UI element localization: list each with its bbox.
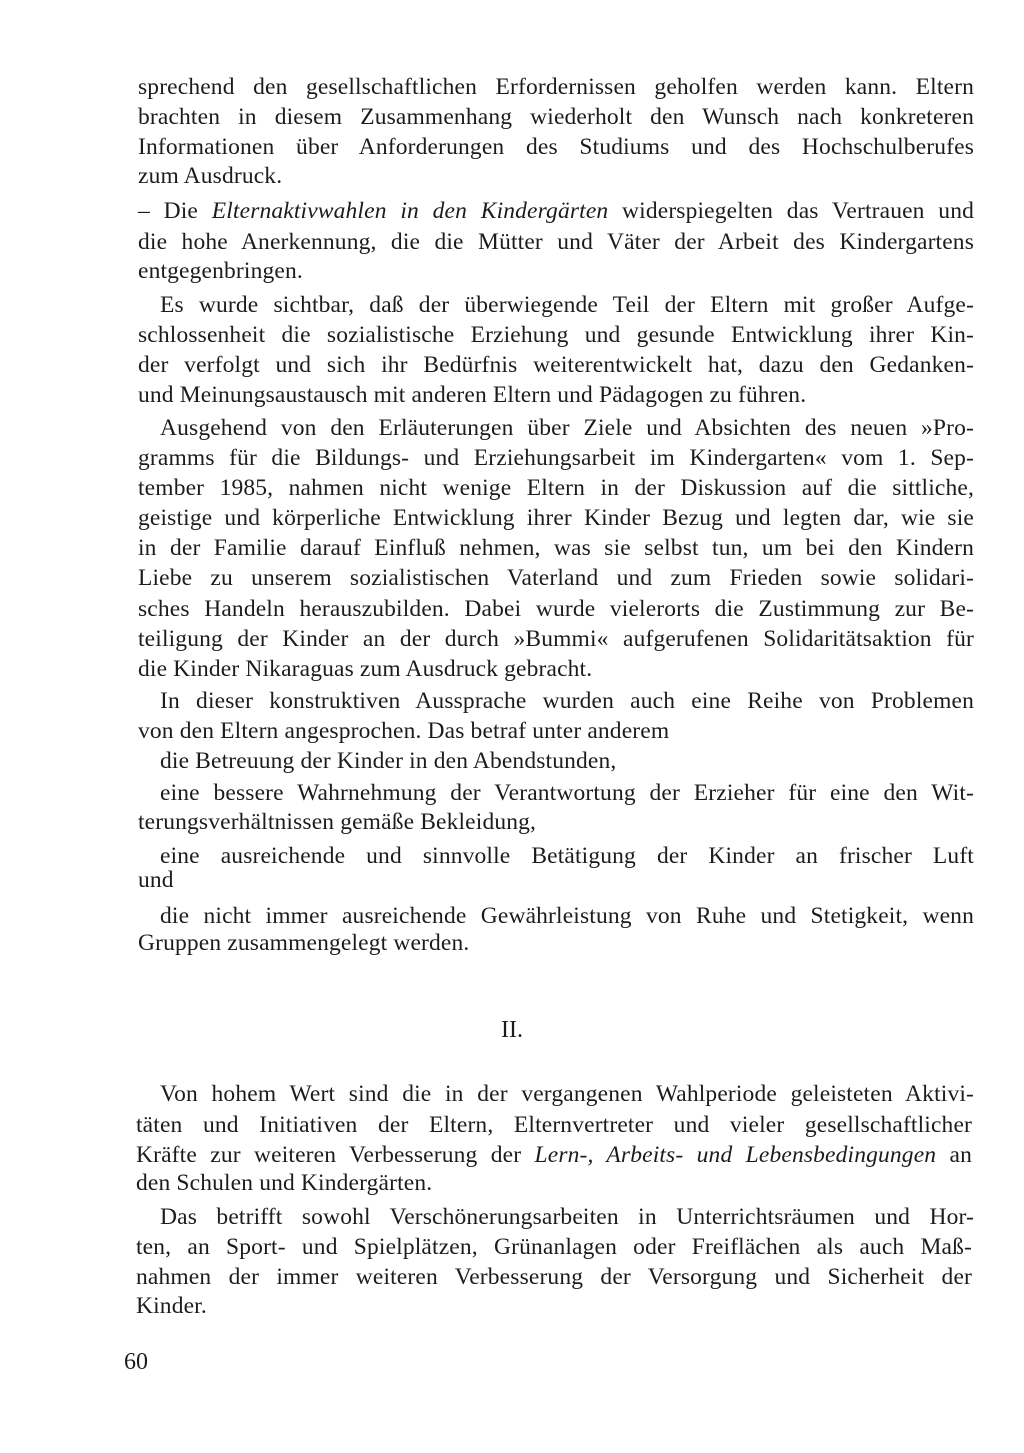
text-line: die Kinder Nikaraguas zum Ausdruck gebracht.	[138, 656, 593, 682]
text-line: sprechend den gesellschaftlichen Erfordernissen geholfen werden kann. Eltern	[138, 74, 974, 100]
text-line: von den Eltern angesprochen. Das betraf unter anderem	[138, 718, 670, 744]
text-line: geistige und körperliche Entwicklung ihrer Kinder Bezug und legten dar, wie sie	[138, 505, 974, 531]
page-number: 60	[124, 1349, 148, 1375]
text-line: In dieser konstruktiven Aussprache wurden auch eine Reihe von Problemen	[160, 688, 974, 714]
text-line: Von hohem Wert sind die in der vergangenen Wahlperiode geleisteten Aktivi-	[160, 1081, 974, 1107]
text-line: in der Familie darauf Einfluß nehmen, was sie selbst tun, um bei den Kindern	[138, 535, 974, 561]
italic-phrase: Lern-, Arbeits- und Lebensbedingungen	[534, 1142, 937, 1168]
text-line: teiligung der Kinder an der durch »Bummi« aufgerufenen Solidaritätsaktion für	[138, 626, 974, 652]
text-line: ten, an Sport- und Spielplätzen, Grünanlagen oder Freiflächen als auch Maß-	[136, 1234, 972, 1260]
text-line: und	[138, 867, 174, 893]
text-line: Gruppen zusammengelegt werden.	[138, 930, 470, 956]
text-line: Kinder.	[136, 1293, 207, 1319]
text-line: schlossenheit die sozialistische Erziehung und gesunde Entwicklung ihrer Kin-	[138, 322, 974, 348]
text-line	[136, 1140, 972, 1170]
list-item: die Betreuung der Kinder in den Abendstunden,	[160, 748, 617, 774]
text-segment: Kräfte zur weiteren Verbesserung der	[136, 1142, 535, 1168]
text-line: terungsverhältnissen gemäße Bekleidung,	[138, 809, 537, 835]
text-line: Es wurde sichtbar, daß der überwiegende Teil der Eltern mit großer Aufge-	[160, 292, 974, 318]
text-line: brachten in diesem Zusammenhang wiederholt den Wunsch nach konkreteren	[138, 104, 974, 130]
text-line: zum Ausdruck.	[138, 163, 283, 189]
list-item: eine ausreichende und sinnvolle Betätigung der Kinder an frischer Luft	[160, 843, 974, 869]
section-heading: II.	[501, 1017, 523, 1043]
dash-suffix: widerspiegelten das Vertrauen und	[608, 198, 975, 224]
dash-prefix: – Die	[138, 198, 212, 224]
italic-phrase: Elternaktivwahlen in den Kindergärten	[211, 198, 609, 224]
text-line: Liebe zu unserem sozialistischen Vaterland und zum Frieden sowie solidari-	[138, 565, 974, 591]
list-item: eine bessere Wahrnehmung der Verantwortung der Erzieher für eine den Wit-	[160, 780, 974, 806]
text-line: die hohe Anerkennung, die die Mütter und Väter der Arbeit des Kindergartens	[138, 229, 974, 255]
dash-item-line	[138, 196, 974, 226]
text-line: sches Handeln herauszubilden. Dabei wurde vielerorts die Zustimmung zur Be-	[138, 596, 974, 622]
text-line: der verfolgt und sich ihr Bedürfnis weiterentwickelt hat, dazu den Gedanken-	[138, 352, 974, 378]
text-line: täten und Initiativen der Eltern, Elternvertreter und vieler gesellschaftlicher	[136, 1112, 972, 1138]
text-line: den Schulen und Kindergärten.	[136, 1170, 433, 1196]
text-line: gramms für die Bildungs- und Erziehungsarbeit im Kindergarten« vom 1. Sep-	[138, 445, 974, 471]
text-line: nahmen der immer weiteren Verbesserung der Versorgung und Sicherheit der	[136, 1264, 972, 1290]
list-item: die nicht immer ausreichende Gewährleistung von Ruhe und Stetigkeit, wenn	[160, 903, 974, 929]
text-line: Ausgehend von den Erläuterungen über Ziele und Absichten des neuen »Pro-	[160, 415, 974, 441]
text-line: tember 1985, nahmen nicht wenige Eltern in der Diskussion auf die sittliche,	[138, 475, 974, 501]
text-segment: an	[936, 1142, 972, 1168]
text-line: Informationen über Anforderungen des Studiums und des Hochschulberufes	[138, 134, 974, 160]
text-line: und Meinungsaustausch mit anderen Eltern und Pädagogen zu führen.	[138, 382, 807, 408]
text-line: Das betrifft sowohl Verschönerungsarbeiten in Unterrichtsräumen und Hor-	[160, 1204, 974, 1230]
text-line: entgegenbringen.	[138, 258, 303, 284]
